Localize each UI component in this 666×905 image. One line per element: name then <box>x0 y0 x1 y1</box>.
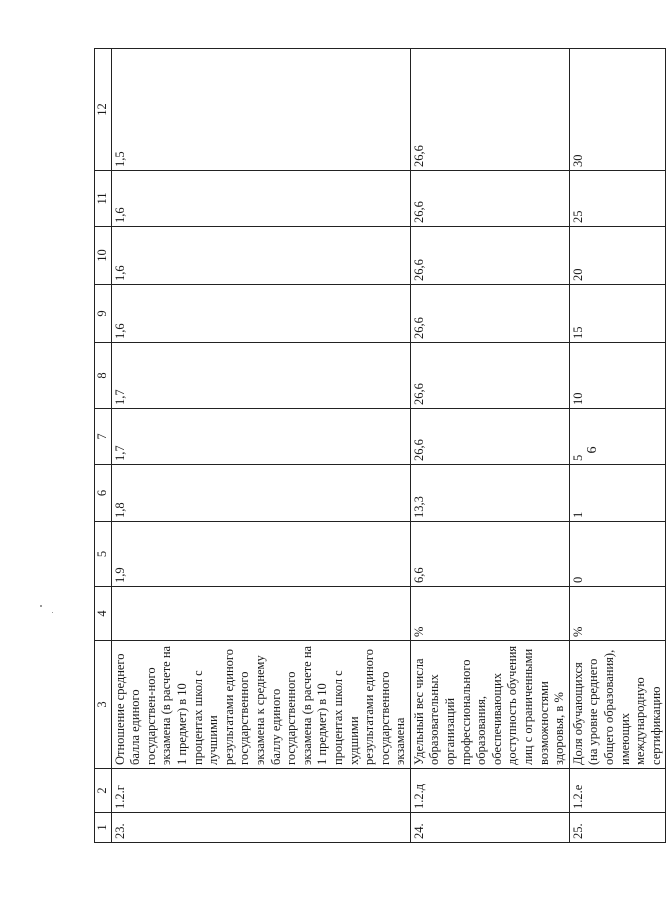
value-cell: 26,6 <box>410 409 569 465</box>
value-cell: 26,6 <box>410 171 569 227</box>
column-number: 3 <box>95 641 112 769</box>
indicator-name: Отношение среднего балла единого государствен-ного экзамена (в расчете на 1 предмет) в 10 процентах школ с лучшими результатами единого государственного экзамена к среднему баллу единого государственного экзамена (в расчете на 1 предмет) в 10 процентах школ с худшими результатами единого государственного экзамена <box>111 641 410 769</box>
column-number: 8 <box>95 343 112 409</box>
column-number: 7 <box>95 409 112 465</box>
value-cell: 1,6 <box>111 227 410 285</box>
unit-cell <box>111 587 410 641</box>
value-cell: 5 <box>569 409 666 465</box>
table-row <box>111 49 410 843</box>
column-number: 5 <box>95 522 112 587</box>
row-number: 24. <box>410 813 569 843</box>
column-number: 9 <box>95 285 112 343</box>
column-number: 12 <box>95 49 112 171</box>
value-cell: 1,9 <box>111 522 410 587</box>
value-cell: 20 <box>569 227 666 285</box>
value-cell: 26,6 <box>410 49 569 171</box>
unit-cell: % <box>569 587 666 641</box>
value-cell: 1,6 <box>111 285 410 343</box>
scan-speck <box>40 605 42 607</box>
table-row <box>410 49 569 843</box>
value-cell: 13,3 <box>410 465 569 522</box>
column-number: 4 <box>95 587 112 641</box>
value-cell: 0 <box>569 522 666 587</box>
indicators-table <box>94 48 666 843</box>
value-cell: 6,6 <box>410 522 569 587</box>
value-cell: 1,7 <box>111 343 410 409</box>
value-cell: 26,6 <box>410 227 569 285</box>
header-row <box>95 49 112 843</box>
value-cell: 26,6 <box>410 343 569 409</box>
indicator-name: Доля обучающихся (на уровне среднего общего образования), имеющих международную сертификацию <box>569 641 666 769</box>
indicator-code: 1.2.г <box>111 769 410 813</box>
indicator-name: Удельный вес числа образовательных организаций профессионального образования, обеспечивающих доступность обучения лиц с ограниченными возможностями здоровья, в % <box>410 641 569 769</box>
scan-speck <box>52 612 53 613</box>
value-cell: 1,8 <box>111 465 410 522</box>
unit-cell: % <box>410 587 569 641</box>
page-number: 6 <box>585 446 600 454</box>
indicator-code: 1.2.е <box>569 769 666 813</box>
row-number: 23. <box>111 813 410 843</box>
table-row <box>569 49 666 843</box>
value-cell: 26,6 <box>410 285 569 343</box>
column-number: 11 <box>95 171 112 227</box>
value-cell: 25 <box>569 171 666 227</box>
value-cell: 10 <box>569 343 666 409</box>
value-cell: 1 <box>569 465 666 522</box>
value-cell: 1,7 <box>111 409 410 465</box>
value-cell: 15 <box>569 285 666 343</box>
value-cell: 1,6 <box>111 171 410 227</box>
row-number: 25. <box>569 813 666 843</box>
column-number: 10 <box>95 227 112 285</box>
indicator-code: 1.2.д <box>410 769 569 813</box>
column-number: 2 <box>95 769 112 813</box>
value-cell: 30 <box>569 49 666 171</box>
column-number: 6 <box>95 465 112 522</box>
column-number: 1 <box>95 813 112 843</box>
value-cell: 1,5 <box>111 49 410 171</box>
